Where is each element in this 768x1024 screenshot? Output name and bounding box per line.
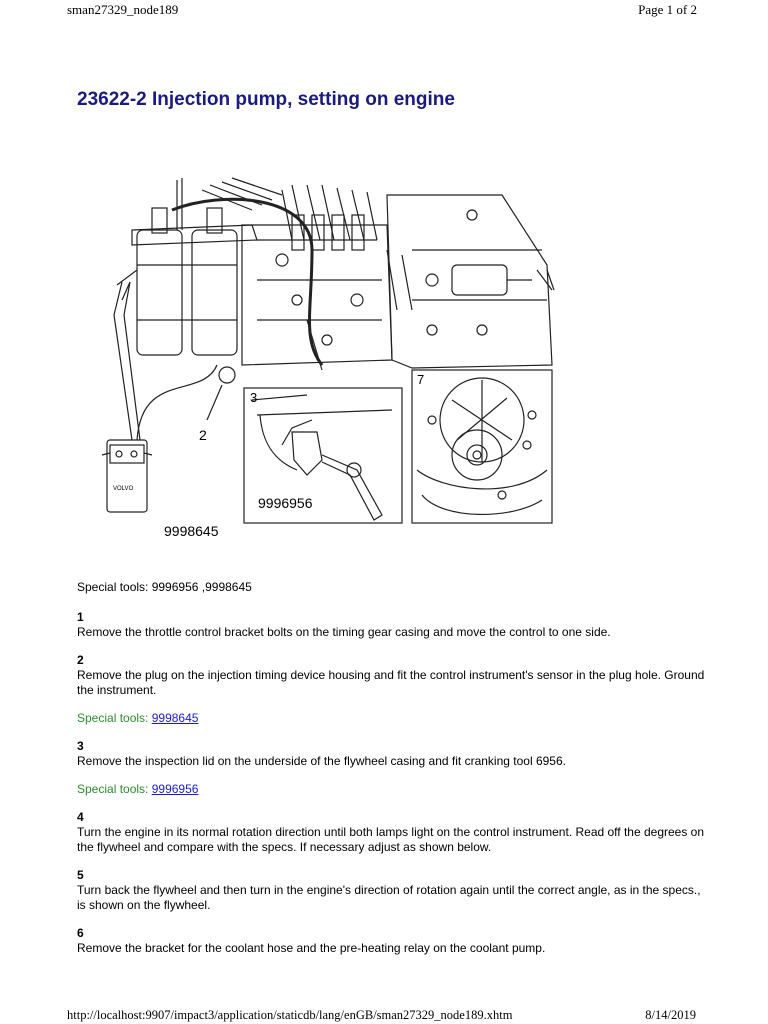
- instrument-logo-text: VOLVO: [113, 486, 134, 492]
- step-number: 6: [77, 926, 84, 940]
- engine-illustration: [82, 170, 562, 545]
- instructions: [77, 580, 707, 969]
- step-2: [77, 653, 707, 698]
- step-3: [77, 739, 707, 769]
- step-text: Turn back the flywheel and then turn in the engine's direction of rotation again until the correct angle, as in the specs., is shown on the flywheel.: [77, 883, 701, 912]
- step-4: [77, 810, 707, 855]
- footer-date: 8/14/2019: [645, 1008, 696, 1022]
- step-number: 3: [77, 739, 84, 753]
- tool-link-9998645[interactable]: 9998645: [151, 711, 199, 725]
- callout-7: 7: [417, 372, 425, 387]
- step-text: Remove the plug on the injection timing device housing and fit the control instrument's sensor in the plug hole. Ground the instrument.: [77, 668, 705, 697]
- page-title: 23622-2 Injection pump, setting on engine: [77, 89, 455, 110]
- special-tools-intro: Special tools: 9996956 ,9998645: [77, 580, 252, 594]
- tool-link-9996956[interactable]: 9996956: [151, 782, 199, 796]
- document-id: sman27329_node189: [67, 2, 179, 17]
- step-text: Remove the bracket for the coolant hose and the pre-heating relay on the coolant pump.: [77, 941, 546, 955]
- special-tools-label: Special tools:: [77, 711, 152, 725]
- step-number: 5: [77, 868, 84, 882]
- page-number: Page 1 of 2: [638, 2, 697, 17]
- tool-label-9996956: 9996956: [258, 495, 313, 511]
- callout-2: 2: [199, 427, 207, 443]
- step-number: 2: [77, 653, 84, 667]
- step-number: 1: [77, 610, 84, 624]
- step-text: Turn the engine in its normal rotation direction until both lamps light on the control instrument. Read off the degrees on the flywheel and compare with the specs. If necessary adjust as shown below.: [77, 825, 705, 854]
- step-6: [77, 926, 707, 956]
- step-5: [77, 868, 707, 913]
- special-tools-step-2: [77, 711, 707, 726]
- step-text: Remove the throttle control bracket bolts on the timing gear casing and move the control to one side.: [77, 625, 611, 639]
- footer-url: http://localhost:9907/impact3/application/staticdb/lang/enGB/sman27329_node189.xhtm: [67, 1008, 513, 1022]
- special-tools-label: Special tools:: [77, 782, 152, 796]
- step-1: [77, 610, 707, 640]
- special-tools-step-3: [77, 782, 707, 797]
- step-number: 4: [77, 810, 84, 824]
- step-text: Remove the inspection lid on the underside of the flywheel casing and fit cranking tool 6956.: [77, 754, 566, 768]
- callout-3: 3: [250, 390, 258, 405]
- tool-label-9998645: 9998645: [164, 523, 219, 539]
